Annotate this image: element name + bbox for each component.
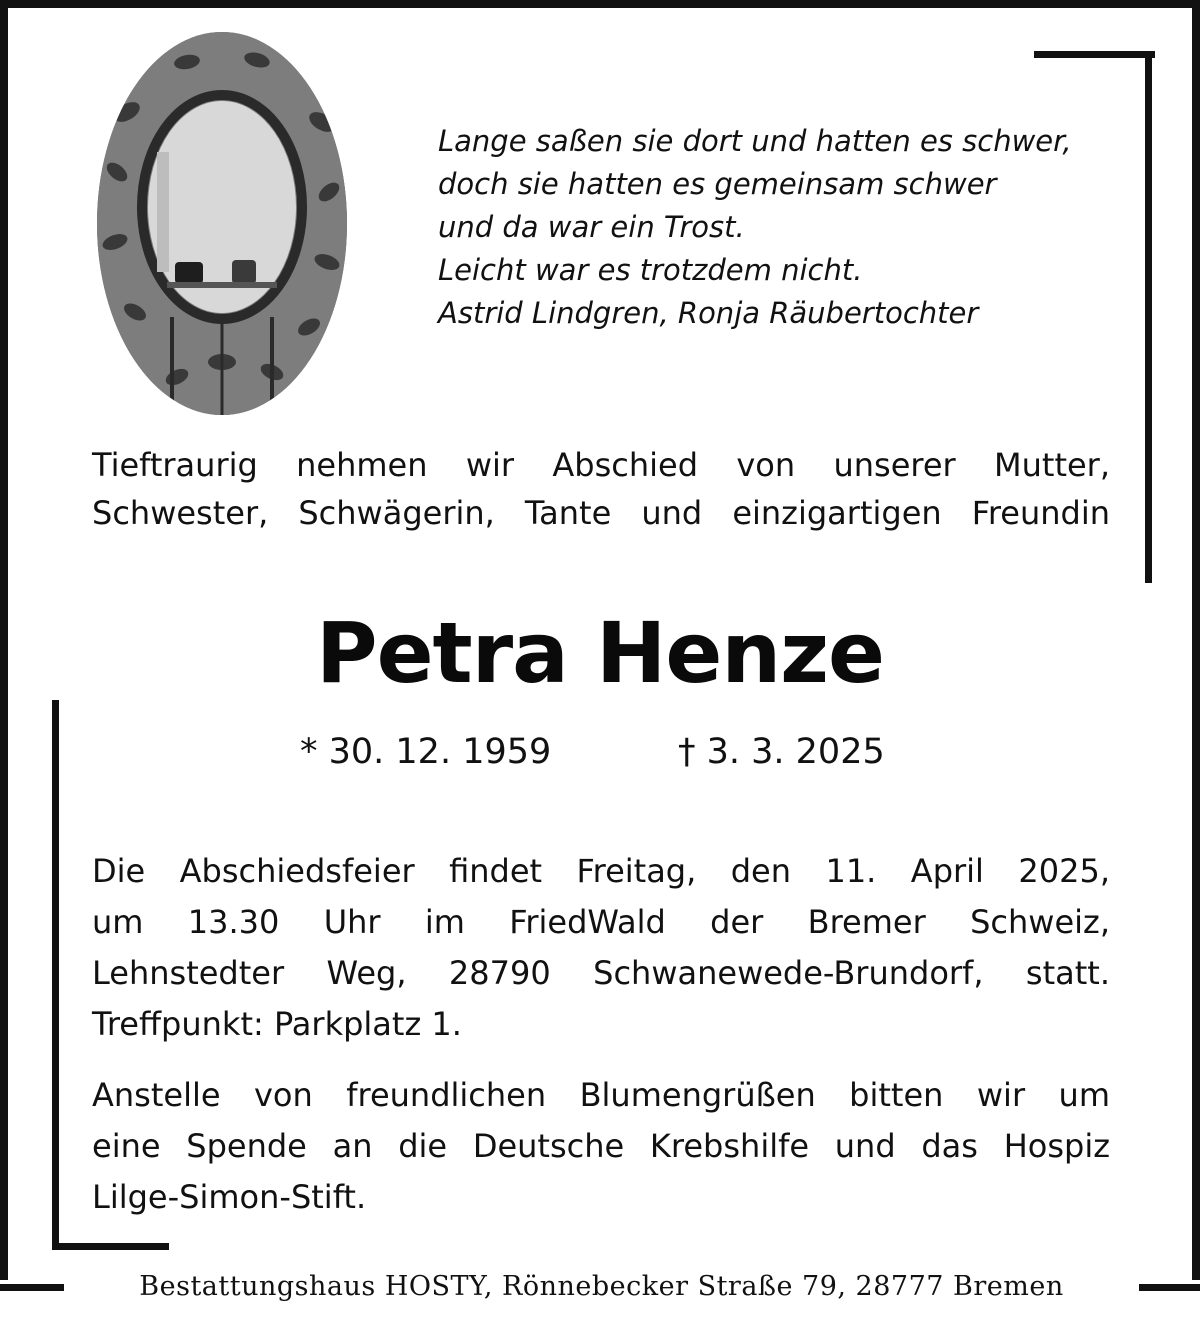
donation-line: eine Spende an die Deutsche Krebshilfe und das Hospiz	[92, 1127, 1110, 1165]
ceremony-details	[92, 846, 1110, 1050]
donation-line: Anstelle von freundlichen Blumengrüßen bitten wir um	[92, 1076, 1110, 1114]
donation-request	[92, 1070, 1110, 1223]
quote-line: und da war ein Trost.	[438, 210, 745, 244]
corner-bracket-bottom-left-vertical	[52, 700, 59, 1250]
memorial-quote	[438, 120, 1128, 335]
intro-line: Schwester, Schwägerin, Tante und einzigartigen Freundin	[92, 494, 1110, 532]
quote-line: Leicht war es trotzdem nicht.	[438, 253, 863, 287]
intro-line: Tieftraurig nehmen wir Abschied von unserer Mutter,	[92, 446, 1110, 484]
corner-bracket-top-right-vertical	[1145, 51, 1152, 583]
death-date: † 3. 3. 2025	[678, 732, 885, 772]
corner-bracket-top-right	[1034, 51, 1155, 58]
donation-line: Lilge-Simon-Stift.	[92, 1178, 367, 1216]
memorial-photo	[97, 32, 347, 415]
footer-rule-right	[1139, 1284, 1200, 1291]
quote-line: Lange saßen sie dort und hatten es schwer,	[438, 124, 1072, 158]
ceremony-line: Treffpunkt: Parkplatz 1.	[92, 1005, 462, 1043]
ceremony-line: Die Abschiedsfeier findet Freitag, den 11. April 2025,	[92, 852, 1110, 890]
funeral-home-footer: Bestattungshaus HOSTY, Rönnebecker Straße 79, 28777 Bremen	[139, 1271, 1064, 1302]
quote-attribution: Astrid Lindgren, Ronja Räubertochter	[438, 296, 979, 330]
ceremony-line: Lehnstedter Weg, 28790 Schwanewede-Brundorf, statt.	[92, 954, 1110, 992]
footer-rule-left	[0, 1284, 64, 1291]
frame-top-border	[0, 0, 1200, 8]
deceased-name: Petra Henze	[316, 604, 884, 702]
farewell-intro	[92, 441, 1110, 537]
birth-date: * 30. 12. 1959	[300, 732, 552, 772]
corner-bracket-bottom-left	[52, 1243, 169, 1250]
ceremony-line: um 13.30 Uhr im FriedWald der Bremer Schweiz,	[92, 903, 1110, 941]
quote-line: doch sie hatten es gemeinsam schwer	[438, 167, 997, 201]
